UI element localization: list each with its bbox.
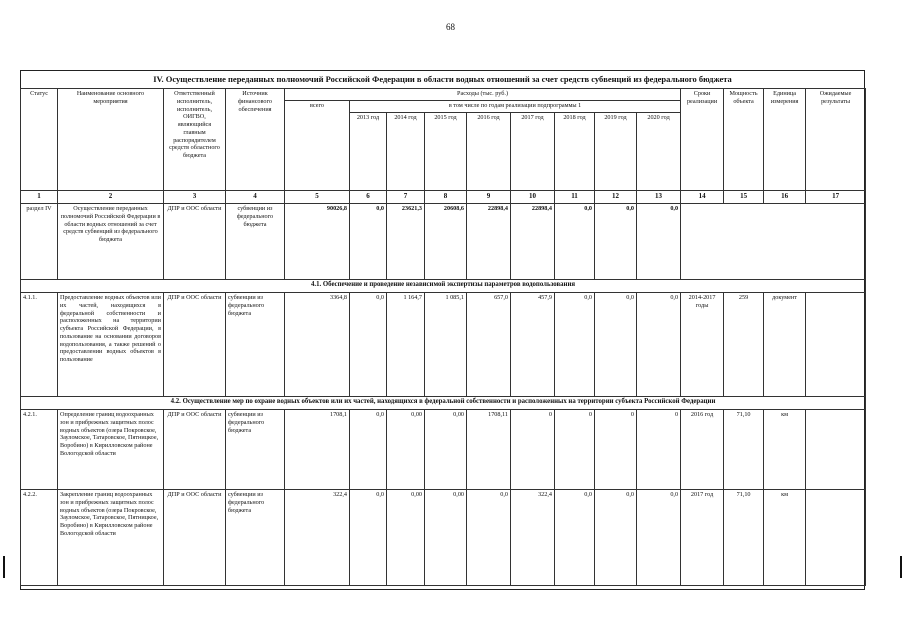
header-by-years: в том числе по годам реализации подпрограммы 1 <box>350 101 681 113</box>
header-capacity: Мощность объекта <box>724 89 764 191</box>
column-number: 5 <box>285 191 350 204</box>
section-title: IV. Осуществление переданных полномочий Российской Федерации в области водных отношений за счет средств субвенций из федерального бюджета <box>153 74 732 84</box>
table-row-section <box>21 204 866 280</box>
row-status: 4.2.2. <box>21 490 58 586</box>
row-results <box>806 410 866 490</box>
row-value: 0,00 <box>387 410 425 490</box>
row-value: 22898,4 <box>467 204 511 280</box>
row-value: 0,0 <box>555 204 595 280</box>
row-terms: 2014-2017 годы <box>681 293 724 397</box>
row-value: 0,00 <box>387 490 425 586</box>
header-source: Источник финансового обеспечения <box>226 89 285 191</box>
row-results <box>806 293 866 397</box>
column-number: 9 <box>467 191 511 204</box>
row-value: 0,0 <box>637 204 681 280</box>
row-name: Осуществление переданных полномочий Российской Федерации в области водных отношений за счет средств субвенций из федерального бюджета <box>58 204 164 280</box>
header-expenses: Расходы (тыс. руб.) <box>285 89 681 101</box>
row-unit: документ <box>764 293 806 397</box>
column-number: 3 <box>164 191 226 204</box>
header-year: 2017 год <box>511 113 555 191</box>
row-value: 1 085,1 <box>425 293 467 397</box>
row-value: 0,0 <box>350 204 387 280</box>
row-value: 0,0 <box>595 293 637 397</box>
program-table <box>20 88 866 586</box>
scan-edge-mark-left <box>3 556 5 578</box>
column-number: 2 <box>58 191 164 204</box>
row-value: 0,0 <box>350 293 387 397</box>
row-value: 0,0 <box>555 490 595 586</box>
header-year: 2020 год <box>637 113 681 191</box>
row-source: субвенции из федерального бюджета <box>226 204 285 280</box>
row-results <box>806 490 866 586</box>
row-value: 0 <box>595 410 637 490</box>
row-value: 0,0 <box>637 490 681 586</box>
row-value: 0 <box>637 410 681 490</box>
header-unit: Единица измерения <box>764 89 806 191</box>
column-number: 12 <box>595 191 637 204</box>
row-responsible: ДПР и ООС области <box>164 490 226 586</box>
row-value: 0,00 <box>425 410 467 490</box>
row-value: 322,4 <box>511 490 555 586</box>
row-value: 0,0 <box>467 490 511 586</box>
header-year: 2018 год <box>555 113 595 191</box>
row-total: 1708,1 <box>285 410 350 490</box>
subsection-title: 4.1. Обеспечение и проведение независимой экспертизы параметров водопользования <box>21 280 866 293</box>
column-number: 13 <box>637 191 681 204</box>
row-total: 322,4 <box>285 490 350 586</box>
row-unit: км <box>764 410 806 490</box>
row-responsible: ДПР и ООС области <box>164 204 226 280</box>
column-number: 16 <box>764 191 806 204</box>
row-name: Предоставление водных объектов или их частей, находящихся в федеральной собственности и расположенных на территории субъекта Российской Федерации, в пользование на основании договоров водопользования, а также решений о предоставлении водных объектов в пользование <box>58 293 164 397</box>
row-value: 0,0 <box>637 293 681 397</box>
row-capacity: 71,10 <box>724 490 764 586</box>
header-year: 2013 год <box>350 113 387 191</box>
row-total: 3364,8 <box>285 293 350 397</box>
row-value: 0,0 <box>595 204 637 280</box>
row-name: Определение границ водоохранных зон и прибрежных защитных полос водных объектов (озера Покровское, Зауломское, Татаровское, Пятницкое, Воробино) в Кирилловском районе Вологодской области <box>58 410 164 490</box>
column-number: 8 <box>425 191 467 204</box>
page-number: 68 <box>446 22 455 32</box>
row-empty-cell <box>681 204 866 280</box>
row-value: 0,0 <box>595 490 637 586</box>
row-value: 1 164,7 <box>387 293 425 397</box>
header-terms: Сроки реализации <box>681 89 724 191</box>
row-value: 20608,6 <box>425 204 467 280</box>
header-results: Ожидаемые результаты <box>806 89 866 191</box>
column-number: 15 <box>724 191 764 204</box>
scan-edge-mark-right <box>900 556 902 578</box>
header-year: 2019 год <box>595 113 637 191</box>
row-responsible: ДПР и ООС области <box>164 293 226 397</box>
header-year: 2016 год <box>467 113 511 191</box>
column-number: 6 <box>350 191 387 204</box>
row-terms: 2017 год <box>681 490 724 586</box>
column-number: 10 <box>511 191 555 204</box>
row-name: Закрепление границ водоохранных зон и прибрежных защитных полос водных объектов (озера Покровское, Зауломское, Татаровское, Пятницкое, Воробино) в Кирилловском районе Вологодской области <box>58 490 164 586</box>
row-value: 1708,11 <box>467 410 511 490</box>
column-number: 17 <box>806 191 866 204</box>
subsection-title: 4.2. Осуществление мер по охране водных объектов или их частей, находящихся в федеральной собственности и расположенных на территории субъекта Российской Федерации <box>21 397 866 410</box>
row-value: 0,0 <box>350 490 387 586</box>
header-status: Статус <box>21 89 58 191</box>
row-status: 4.1.1. <box>21 293 58 397</box>
row-value: 0,0 <box>350 410 387 490</box>
row-responsible: ДПР и ООС области <box>164 410 226 490</box>
row-value: 0,0 <box>555 293 595 397</box>
row-source: субвенции из федерального бюджета <box>226 410 285 490</box>
header-year: 2015 год <box>425 113 467 191</box>
row-terms: 2016 год <box>681 410 724 490</box>
row-unit: км <box>764 490 806 586</box>
row-source: субвенции из федерального бюджета <box>226 490 285 586</box>
row-capacity: 259 <box>724 293 764 397</box>
row-status: раздел IV <box>21 204 58 280</box>
table-row <box>21 490 866 586</box>
column-number: 7 <box>387 191 425 204</box>
row-source: субвенции из федерального бюджета <box>226 293 285 397</box>
row-value: 457,9 <box>511 293 555 397</box>
header-responsible: Ответственный исполнитель, исполнитель, ОИГВО, являющийся главным распорядителем средств областного бюджета <box>164 89 226 191</box>
row-total: 90026,8 <box>285 204 350 280</box>
row-value: 22898,4 <box>511 204 555 280</box>
row-value: 23621,3 <box>387 204 425 280</box>
column-number: 11 <box>555 191 595 204</box>
row-status: 4.2.1. <box>21 410 58 490</box>
header-name: Наименование основного мероприятия <box>58 89 164 191</box>
row-value: 0 <box>511 410 555 490</box>
row-capacity: 71,10 <box>724 410 764 490</box>
row-value: 0 <box>555 410 595 490</box>
column-number: 14 <box>681 191 724 204</box>
column-number: 1 <box>21 191 58 204</box>
table-row <box>21 293 866 397</box>
table-row <box>21 410 866 490</box>
column-number: 4 <box>226 191 285 204</box>
row-value: 0,00 <box>425 490 467 586</box>
row-value: 657,0 <box>467 293 511 397</box>
header-total: всего <box>285 101 350 191</box>
header-year: 2014 год <box>387 113 425 191</box>
